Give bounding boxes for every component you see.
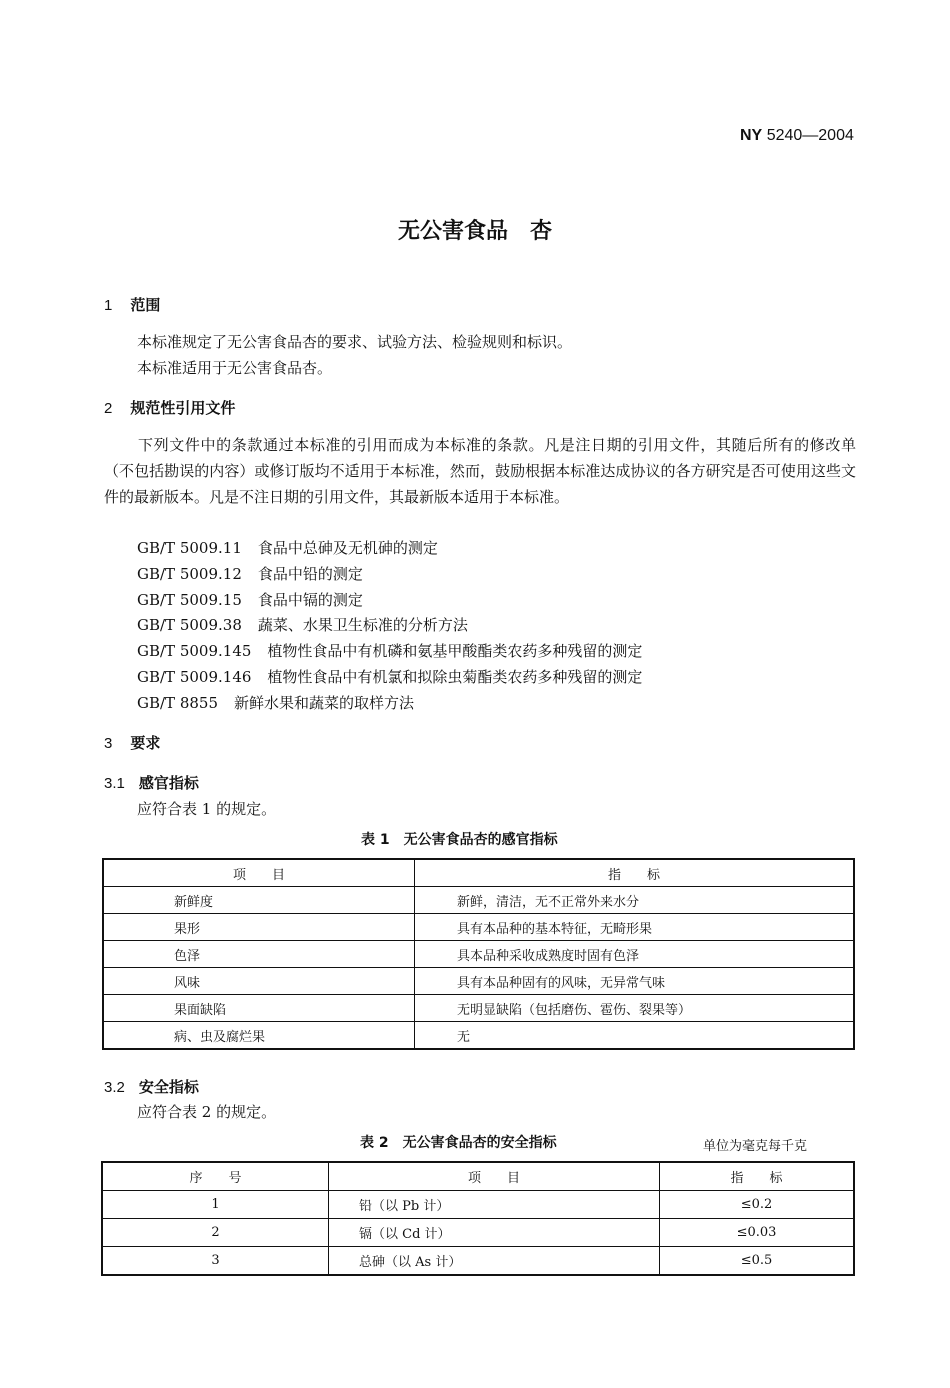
standard-code: 5240—2004	[766, 127, 854, 144]
reference-name: 植物性食品中有机磷和氨基甲酸酯类农药多种残留的测定	[267, 642, 643, 660]
table-cell-index: 新鲜，清洁，无不正常外来水分	[415, 887, 855, 914]
section-number: 3.2	[104, 1079, 125, 1096]
reference-name: 植物性食品中有机氯和拟除虫菊酯类农药多种残留的测定	[267, 668, 643, 686]
table-row	[103, 887, 854, 914]
table-header-cell: 指 标	[415, 859, 855, 887]
table-header-row	[102, 1162, 854, 1191]
section-3-1-heading	[104, 772, 199, 793]
table-row	[103, 995, 854, 1022]
table-cell-item: 风味	[103, 968, 415, 995]
reference-item	[137, 537, 438, 558]
table-1-caption: 表 1 无公害食品杏的感官指标	[361, 832, 558, 848]
table-1-sensory	[102, 858, 855, 1050]
reference-item	[137, 640, 642, 661]
reference-code: GB/T 5009.145	[137, 642, 252, 660]
reference-name: 食品中铅的测定	[257, 565, 363, 583]
table-row	[102, 1191, 854, 1219]
reference-name: 新鲜水果和蔬菜的取样方法	[234, 694, 415, 712]
table-cell-limit: ≤0.5	[660, 1247, 855, 1276]
reference-name: 蔬菜、水果卫生标准的分析方法	[257, 616, 468, 634]
table-cell-limit: ≤0.2	[660, 1191, 855, 1219]
reference-code: GB/T 5009.12	[137, 565, 242, 583]
table-cell-index: 无	[415, 1022, 855, 1050]
reference-code: GB/T 5009.15	[137, 591, 242, 609]
table-row	[103, 914, 854, 941]
standard-prefix: NY	[740, 127, 763, 144]
table-cell-item: 色泽	[103, 941, 415, 968]
reference-name: 食品中镉的测定	[257, 591, 363, 609]
table-cell-index: 无明显缺陷（包括磨伤、雹伤、裂果等）	[415, 995, 855, 1022]
section-title: 范围	[130, 296, 161, 314]
section-3-heading	[104, 732, 160, 753]
table-cell-index: 具有本品种固有的风味，无异常气味	[415, 968, 855, 995]
document-title: 无公害食品 杏	[397, 219, 552, 244]
reference-code: GB/T 5009.38	[137, 616, 242, 634]
table-header-cell: 项 目	[103, 859, 415, 887]
standard-number	[740, 127, 854, 145]
reference-item	[137, 589, 363, 610]
reference-item	[137, 614, 468, 635]
section-number: 1	[104, 297, 113, 314]
table-header-cell: 指 标	[660, 1162, 855, 1191]
table-row	[103, 968, 854, 995]
section-title: 感官指标	[138, 774, 199, 792]
section-title: 规范性引用文件	[130, 399, 236, 417]
table-row	[102, 1219, 854, 1247]
section-number: 3.1	[104, 775, 125, 792]
table-2-caption: 表 2 无公害食品杏的安全指标	[360, 1135, 557, 1151]
table-cell-item: 镉（以 Cd 计）	[329, 1219, 660, 1247]
table-header-cell: 项 目	[329, 1162, 660, 1191]
section-1-line-2: 本标准适用于无公害食品杏。	[137, 359, 333, 377]
table-row	[103, 1022, 854, 1050]
table-cell-limit: ≤0.03	[660, 1219, 855, 1247]
table-cell-item: 果形	[103, 914, 415, 941]
table-cell-seq: 2	[102, 1219, 329, 1247]
section-2-heading	[104, 397, 235, 418]
section-1-heading	[104, 294, 160, 315]
section-title: 要求	[130, 734, 161, 752]
reference-item	[137, 692, 414, 713]
table-cell-index: 具有本品种的基本特征，无畸形果	[415, 914, 855, 941]
table-cell-seq: 1	[102, 1191, 329, 1219]
table-2-safety	[101, 1161, 855, 1276]
table-header-cell: 序 号	[102, 1162, 329, 1191]
table-cell-item: 铅（以 Pb 计）	[329, 1191, 660, 1219]
table-2-unit: 单位为毫克每千克	[703, 1139, 808, 1154]
section-3-2-text: 应符合表 2 的规定。	[137, 1103, 277, 1121]
reference-item	[137, 563, 363, 584]
table-cell-item: 病、虫及腐烂果	[103, 1022, 415, 1050]
section-number: 2	[104, 400, 113, 417]
table-header-row	[103, 859, 854, 887]
reference-name: 食品中总砷及无机砷的测定	[257, 539, 438, 557]
section-number: 3	[104, 735, 113, 752]
table-cell-index: 具本品种采收成熟度时固有色泽	[415, 941, 855, 968]
section-2-paragraph: 下列文件中的条款通过本标准的引用而成为本标准的条款。凡是注日期的引用文件，其随后所有的修改单（不包括勘误的内容）或修订版均不适用于本标准，然而，鼓励根据本标准达成协议的各方研究是否可使用这些文件的最新版本。凡是不注日期的引用文件，其最新版本适用于本标准。	[104, 436, 856, 506]
reference-code: GB/T 5009.146	[137, 668, 252, 686]
section-title: 安全指标	[138, 1078, 199, 1096]
table-cell-item: 新鲜度	[103, 887, 415, 914]
reference-code: GB/T 5009.11	[137, 539, 242, 557]
section-1-line-1: 本标准规定了无公害食品杏的要求、试验方法、检验规则和标识。	[137, 333, 573, 351]
section-3-2-heading	[104, 1076, 199, 1097]
section-3-1-text: 应符合表 1 的规定。	[137, 800, 277, 818]
table-cell-item: 果面缺陷	[103, 995, 415, 1022]
table-cell-item: 总砷（以 As 计）	[329, 1247, 660, 1276]
reference-item	[137, 666, 642, 687]
reference-code: GB/T 8855	[137, 694, 219, 712]
table-cell-seq: 3	[102, 1247, 329, 1276]
table-row	[102, 1247, 854, 1276]
table-row	[103, 941, 854, 968]
